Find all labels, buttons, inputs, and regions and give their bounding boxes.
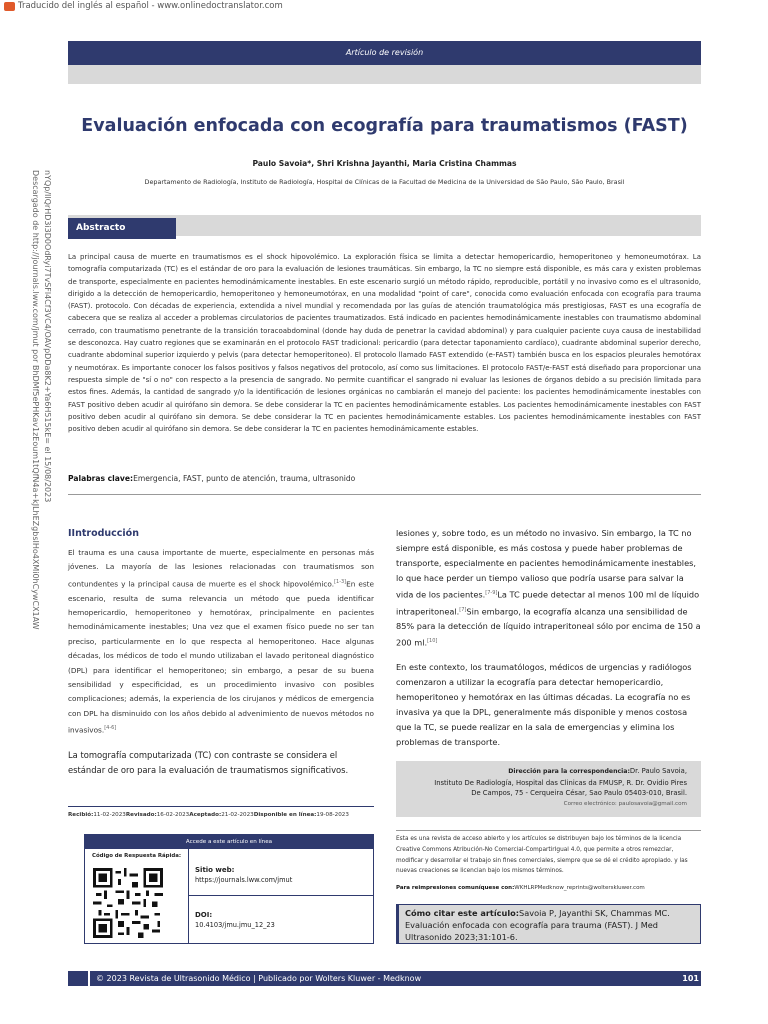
translator-text[interactable]: Traducido del inglés al español - www.onlinedoctranslator.com	[18, 1, 283, 11]
intro-paragraph-2: La tomografía computarizada (TC) con contraste se considera el estándar de oro para la evaluación de traumatismos significativos.	[68, 750, 349, 776]
citation-ref[interactable]: [4-6]	[104, 725, 117, 732]
access-header: Accede a este artículo en línea	[85, 835, 373, 849]
translator-note[interactable]	[4, 1, 283, 11]
keywords-text: Emergencia, FAST, punto de atención, trauma, ultrasonido	[133, 474, 356, 483]
correspondence-address-2: De Campos, 75 - Cerqueira César, Sao Paulo 05403-010, Brasil.	[471, 789, 687, 798]
cite-text: Savoia P, Jayanthi SK, Chammas MC. Evaluación enfocada con ecografía para trauma (FAST). J Med Ultrasonido 2023;31:101-6.	[405, 908, 670, 942]
qr-cell	[85, 849, 189, 944]
abstract-header	[68, 215, 701, 236]
authors: Paulo Savoia*, Shri Krishna Jayanthi, Maria Cristina Chammas	[252, 159, 517, 168]
website-label: Sitio web:	[195, 866, 235, 874]
keywords-divider	[68, 494, 701, 495]
intro-p1-part-b: En este escenario, resulta de suma relevancia un método que pueda identificar hemopericardio, hemoperitoneo y hemotórax, principalmente en pacientes hemodinámicamente inestables; Una vez que el examen físico puede no ser tan preciso, particularmente en lo que respecta al hemoperitoneo. Hace algunas décadas, los médicos de todo el mundo utilizaban el lavado peritoneal diagnóstico (DPL) para identificar el hemoperitoneo; sin embargo, a pesar de su buena sensibilidad y especificidad, es un procedimiento invasivo con posibles complicaciones; además, la experiencia de los cirujanos y médicos de emergencia con DPL ha disminuido con los años debido al advenimiento de nuevos métodos no invasivos.	[68, 579, 374, 735]
affiliation: Departamento de Radiología, Instituto de Radiología, Hospital de Clínicas de la Facultad de Medicina de la Universidad de São Paulo, São Paulo, Brasil	[144, 178, 625, 186]
online-date: 19-08-2023	[316, 812, 349, 818]
cite-label: Cómo citar este artículo:	[405, 908, 520, 918]
right-column	[396, 526, 702, 750]
citation-ref[interactable]: [7]	[459, 606, 467, 613]
download-line-2: nYQp/IlQrHD3i3D0OdRyi7TvSFl4Cf3VC4/OAVpDDa8K2+Ya6H515kE= el 15/08/2023	[43, 170, 52, 503]
online-label: Disponible en línea:	[253, 812, 317, 818]
right-paragraph-1	[396, 526, 702, 651]
reprints-email[interactable]: WKHLRPMedknow_reprints@wolterskluwer.com	[514, 885, 645, 891]
received-date: 11-02-2023	[93, 812, 126, 818]
doi-label: DOI:	[195, 911, 213, 919]
dates-divider	[68, 806, 374, 807]
correspondence-name: Dr. Paulo Savoia,	[629, 767, 687, 775]
abstract-label: Abstracto	[68, 218, 176, 239]
doi-cell	[189, 896, 374, 944]
right-paragraph-2: En este contexto, los traumatólogos, médicos de urgencias y radiólogos comenzaron a utilizar la ecografía para detectar hemopericardio, hemoperitoneo y hemotórax en las últimas décadas. La ecografía no es invasiva ya que la DPL, generalmente más disponible y menos costosa que la TC, se puede realizar en la sala de emergencias y elimina los problemas de transporte.	[396, 662, 692, 748]
correspondence-first-line	[396, 766, 687, 778]
download-watermark	[28, 170, 52, 670]
license-divider	[396, 830, 701, 831]
citation-ref[interactable]: [7-9]	[485, 590, 498, 596]
received-label: Recibió:	[68, 812, 94, 818]
article-title: Evaluación enfocada con ecografía para traumatismos (FAST)	[81, 116, 688, 136]
correspondence-label: Dirección para la correspondencia:	[508, 768, 630, 775]
translator-icon	[4, 2, 15, 11]
revised-label: Revisado:	[125, 812, 157, 818]
banner-stripe	[68, 65, 701, 84]
left-column	[68, 528, 374, 778]
citation-ref[interactable]: [10]	[427, 638, 438, 645]
right-p1-part-a: lesiones y, sobre todo, es un método no invasivo. Sin embargo, la TC no siempre está disponible, es más costosa y puede haber problemas de transporte, especialmente en pacientes hemodinámicamente inestables, lo que hace perder un tiempo valioso que podría usarse para salvar la vida de los pacientes.	[396, 528, 696, 600]
citation-ref[interactable]: [1-3]	[334, 578, 347, 585]
intro-initial: I	[68, 528, 72, 539]
online-access-box	[84, 834, 374, 944]
keywords-label: Palabras clave:	[68, 474, 134, 483]
intro-paragraph-1	[68, 546, 374, 738]
doi-link[interactable]: 10.4103/jmu.jmu_12_23	[195, 921, 275, 929]
page-number: 101	[682, 974, 699, 983]
qr-label: Código de Respuesta Rápida:	[91, 853, 181, 859]
article-type-banner: Artículo de revisión	[68, 41, 701, 65]
publication-dates	[68, 812, 374, 818]
right-p1-part-b: La TC puede detectar al menos 100 ml de líquido intraperitoneal.	[396, 589, 700, 617]
intro-heading-text: Introducción	[71, 528, 139, 539]
website-link[interactable]: https://journals.lww.com/jmut	[195, 876, 293, 884]
intro-p1-part-a: El trauma es una causa importante de muerte, especialmente en personas más jóvenes. La mayoría de las lesiones relacionadas con traumatismos son contundentes y la principal causa de muerte es el shock hipovolémico.	[68, 548, 374, 589]
correspondence-address-1: Instituto De Radiología, Hospital das Clinicas da FMUSP, R. Dr. Ovidio Pires	[434, 778, 687, 787]
correspondence-email[interactable]: Correo electrónico: paulosavoia@gmail.com	[563, 800, 687, 807]
correspondence-box	[396, 761, 701, 817]
reprints-label: Para reimpresiones comuníquese con:	[396, 885, 515, 891]
qr-code-icon[interactable]	[93, 868, 163, 938]
download-line-1: Descargado de http://journals.lww.com/jmut por BhDMf5ePHKav1zEoum1tQfN4a+kJLhEZgbsIHo4XMi0hCywCX1AW	[31, 170, 40, 630]
footer-marker	[88, 971, 90, 986]
reprints	[396, 885, 701, 891]
keywords	[68, 474, 701, 483]
footer-text: © 2023 Revista de Ultrasonido Médico | Publicado por Wolters Kluwer - Medknow	[96, 974, 422, 983]
page-footer	[68, 971, 701, 986]
abstract-text: La principal causa de muerte en traumatismos es el shock hipovolémico. La exploración física se limita a detectar hemopericardio, hemoperitoneo y hemoneumotórax. La tomografía computarizada (TC) es el estándar de oro para la evaluación de lesiones traumáticas. Sin embargo, la TC no siempre está disponible, es más cara y existen problemas de transporte, especialmente en pacientes hemodinámicamente inestables. En este escenario surgió un método rápido, reproducible, portátil y no invasivo como es el ultrasonido, dirigido a la detección de hemopericardio, hemoperitoneo y hemoneumotórax, en una modalidad "point of care", conocida como evaluación enfocada con ecografía para trauma (FAST). protocolo. Con décadas de experiencia, extendida a nivel mundial y recomendada por las guías de atención traumatológica más prestigiosas, FAST es una ecografía de cabecera que se realiza al acceder a problemas circulatorios de pacientes traumatizados. Está indicado en pacientes hemodinámicamente inestables con traumatismo abdominal cerrado, con traumatismo penetrante de la transición toracoabdominal (donde hay duda de penetrar la cavidad abdominal) y para cualquier paciente cuya causa de inestabilidad se desconozca. Hay cuatro regiones que se examinarán en el protocolo FAST tradicional: pericardio (para detectar taponamiento cardíaco), cuadrante abdominal superior derecho, cuadrante abdominal superior izquierdo y pelvis (para detectar hemoperitoneo). El protocolo llamado FAST extendido (e-FAST) también busca en los espacios pleurales hemotórax y neumotórax. Es importante conocer los falsos positivos y falsos negativos del protocolo, así como sus limitaciones. El protocolo FAST/e-FAST está diseñado para proporcionar una respuesta simple de "sí o no" con respecto a la presencia de sangrado. No permite cuantificar el sangrado ni evaluar las lesiones de órganos debido a su precisión limitada para estos fines. Además, la cantidad de sangrado y/o la identificación de lesiones orgánicas no cambiarán el manejo del paciente: los pacientes hemodinámicamente inestables con FAST positivo deben acudir al quirófano sin demora. Se debe considerar la TC en pacientes hemodinámicamente estables. Los pacientes hemodinámicamente inestables con FAST positivo deben acudir al quirófano sin demora. Se debe considerar la TC en pacientes hemodinámicamente estables. Los pacientes hemodinámicamente inestables con FAST positivo deben acudir al quirófano sin demora. Se debe considerar la TC en pacientes hemodinámicamente estables.	[68, 253, 701, 434]
accepted-label: Aceptado:	[189, 812, 222, 818]
right-p1-part-c: Sin embargo, la ecografía alcanza una sensibilidad de 85% para la detección de líquido intraperitoneal sólo por encima de 150 a 200 ml.	[396, 606, 701, 649]
revised-date: 16-02-2023	[156, 812, 190, 818]
website-cell	[189, 849, 374, 896]
intro-heading	[68, 528, 374, 539]
citation-box	[396, 904, 701, 944]
accepted-date: 21-02-2023	[221, 812, 254, 818]
license-text: Esta es una revista de acceso abierto y los artículos se distribuyen bajo los términos de la licencia Creative Commons Atribución-No Comercial-CompartirIgual 4.0, que permite a otros remezclar, modificar y desarrollar el trabajo sin fines comerciales, siempre que se dé el crédito apropiado. y las nuevas creaciones se licencian bajo los mismos términos.	[396, 836, 688, 875]
